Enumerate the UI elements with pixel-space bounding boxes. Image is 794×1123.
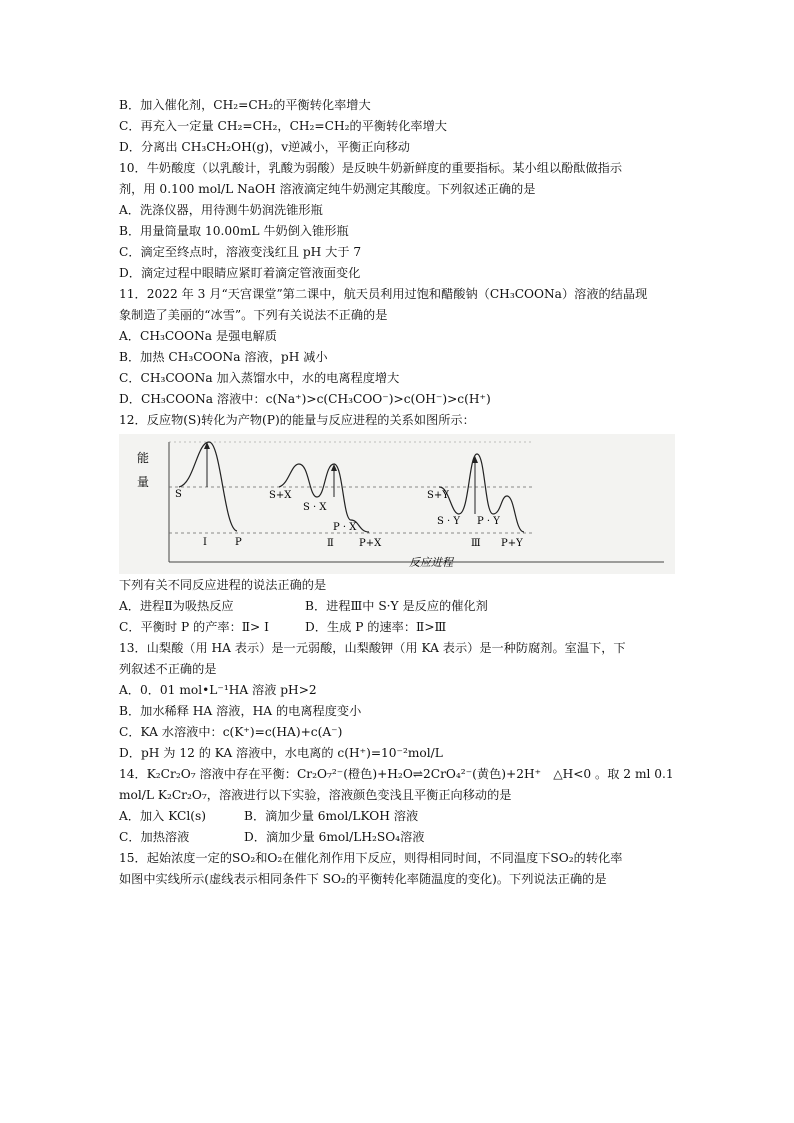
q11-option-d: D．CH₃COONa 溶液中：c(Na⁺)>c(CH₃COO⁻)>c(OH⁻)>c(H⁺): [119, 392, 491, 406]
label-p-dot-x: P · X: [333, 522, 357, 533]
q10-option-c: C．滴定至终点时，溶液变浅红且 pH 大于 7: [119, 245, 362, 259]
q11-option-b: B．加热 CH₃COONa 溶液，pH 减小: [119, 350, 328, 364]
label-p-dot-y: P · Y: [477, 516, 500, 527]
label-s-plus-x: S+X: [269, 490, 292, 501]
q13-option-d: D．pH 为 12 的 KA 溶液中，水电离的 c(H⁺)=10⁻²mol/L: [119, 746, 443, 760]
q9-option-b: B．加入催化剂，CH₂=CH₂的平衡转化率增大: [119, 98, 371, 112]
q14-option-b: B．滴加少量 6mol/LKOH 溶液: [244, 809, 419, 823]
q12-option-b: B．进程Ⅲ中 S·Y 是反应的催化剂: [305, 599, 488, 613]
q13-stem-line2: 列叙述不正确的是: [119, 662, 217, 676]
label-p-plus-x: P+X: [359, 538, 382, 549]
q10-option-a: A．洗涤仪器，用待测牛奶润洗锥形瓶: [119, 203, 323, 217]
q14-option-d: D．滴加少量 6mol/LH₂SO₄溶液: [244, 830, 425, 844]
q11-option-c: C．CH₃COONa 加入蒸馏水中，水的电离程度增大: [119, 371, 400, 385]
label-s: S: [175, 489, 182, 500]
q15-stem-line2: 如图中实线所示(虚线表示相同条件下 SO₂的平衡转化率随温度的变化)。下列说法正确的是: [119, 872, 607, 886]
q12-option-c: C．平衡时 P 的产率：Ⅱ> Ⅰ: [119, 620, 269, 634]
q14-option-c: C．加热溶液: [119, 830, 190, 844]
ylabel-1: 能: [137, 451, 150, 465]
label-s-plus-y: S+Y: [427, 490, 449, 501]
q9-option-c: C．再充入一定量 CH₂=CH₂，CH₂=CH₂的平衡转化率增大: [119, 119, 447, 133]
q11-stem-line2: 象制造了美丽的“冰雪”。下列有关说法不正确的是: [119, 308, 388, 322]
q13-option-b: B．加水稀释 HA 溶液，HA 的电离程度变小: [119, 704, 362, 718]
energy-diagram: [119, 434, 675, 574]
q10-option-b: B．用量筒量取 10.00mL 牛奶倒入锥形瓶: [119, 224, 349, 238]
label-i: I: [203, 537, 207, 548]
label-p: P: [235, 537, 242, 548]
q14-stem-line2: mol/L K₂Cr₂O₇，溶液进行以下实验，溶液颜色变浅且平衡正向移动的是: [119, 788, 512, 802]
q13-option-c: C．KA 水溶液中：c(K⁺)=c(HA)+c(A⁻): [119, 725, 343, 739]
q10-option-d: D．滴定过程中眼睛应紧盯着滴定管液面变化: [119, 266, 361, 280]
q12-stem: 12．反应物(S)转化为产物(P)的能量与反应进程的关系如图所示：: [119, 413, 475, 427]
figure-background: [119, 434, 675, 574]
label-iii: Ⅲ: [471, 538, 481, 549]
q15-stem-line1: 15．起始浓度一定的SO₂和O₂在催化剂作用下反应，则得相同时间，不同温度下SO₂的转化率: [119, 851, 623, 865]
q14-option-a: A．加入 KCl(s): [119, 809, 207, 823]
ylabel-2: 量: [137, 475, 150, 489]
q12-after-figure: 下列有关不同反应进程的说法正确的是: [119, 578, 327, 592]
q14-stem-line1: 14．K₂Cr₂O₇ 溶液中存在平衡：Cr₂O₇²⁻(橙色)+H₂O⇌2CrO₄²⁻(黄色)+2H⁺ △H<0 。取 2 ml 0.1: [119, 767, 674, 781]
q13-stem-line1: 13．山梨酸（用 HA 表示）是一元弱酸，山梨酸钾（用 KA 表示）是一种防腐剂。室温下，下: [119, 641, 626, 655]
q11-stem-line1: 11．2022 年 3 月“天宫课堂”第二课中，航天员利用过饱和醋酸钠（CH₃COONa）溶液的结晶现: [119, 287, 648, 301]
label-ii: Ⅱ: [327, 538, 334, 549]
label-p-plus-y: P+Y: [501, 538, 523, 549]
q10-stem-line2: 剂，用 0.100 mol/L NaOH 溶液滴定纯牛奶测定其酸度。下列叙述正确的是: [119, 182, 536, 196]
label-s-dot-y: S · Y: [437, 516, 460, 527]
label-s-dot-x: S · X: [303, 502, 327, 513]
xlabel: 反应进程: [409, 556, 453, 569]
q11-option-a: A．CH₃COONa 是强电解质: [119, 329, 277, 343]
q9-option-d: D．分离出 CH₃CH₂OH(g)，v逆减小，平衡正向移动: [119, 140, 410, 154]
q12-option-a: A．进程Ⅱ为吸热反应: [119, 599, 234, 613]
q10-stem-line1: 10．牛奶酸度（以乳酸计，乳酸为弱酸）是反映牛奶新鲜度的重要指标。某小组以酚酞做指示: [119, 161, 623, 175]
q13-option-a: A．0．01 mol•L⁻¹HA 溶液 pH>2: [119, 683, 317, 697]
q12-option-d: D．生成 P 的速率：Ⅱ>Ⅲ: [305, 620, 447, 634]
